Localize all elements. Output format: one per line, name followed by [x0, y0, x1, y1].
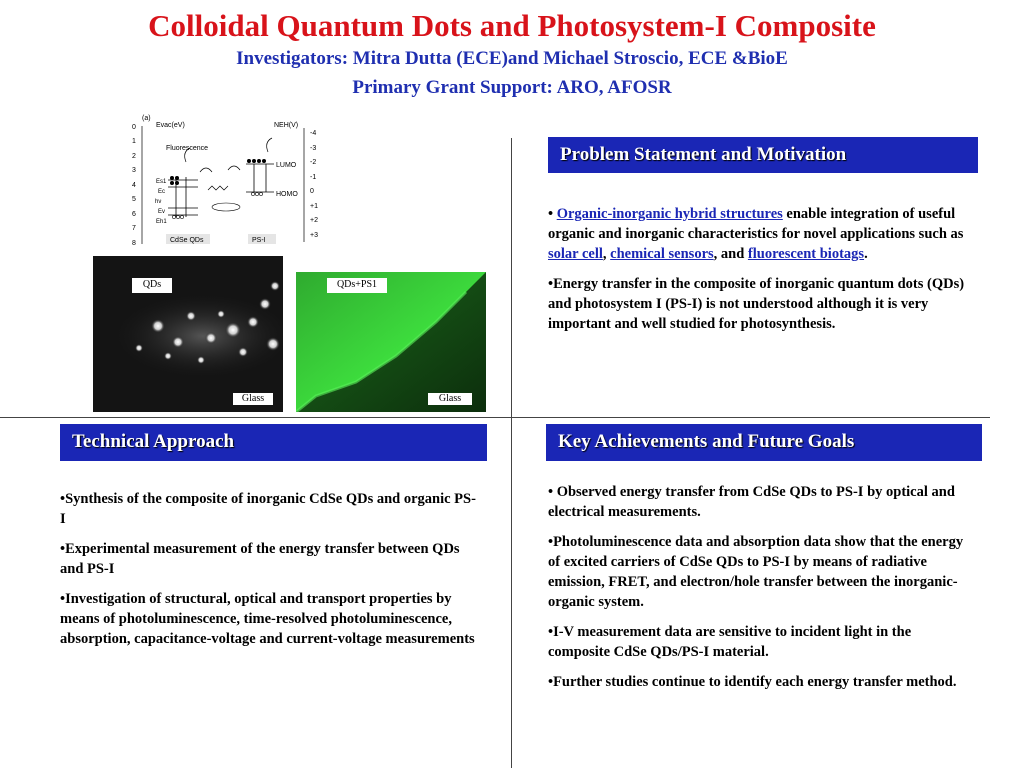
- left-tick: 4: [132, 182, 136, 189]
- solar-cell-link[interactable]: solar cell: [548, 246, 603, 262]
- right-tick: -2: [310, 159, 317, 166]
- technical-item: •Experimental measurement of the energy transfer between QDs and PS-I: [60, 541, 460, 577]
- right-tick: -1: [310, 174, 317, 181]
- problem-text: [548, 204, 973, 344]
- left-tick: 2: [132, 153, 136, 160]
- problem-paragraph-2: •Energy transfer in the composite of inorganic quantum dots (QDs) and photosystem I (PS-I) is not understood although it is very important and well studied for photosynthesis.: [548, 276, 965, 332]
- qds-ps1-micrograph: [296, 272, 486, 412]
- qds-glass-label: Glass: [233, 393, 273, 405]
- right-tick: -4: [310, 130, 317, 137]
- achievements-header: Key Achievements and Future Goals: [546, 424, 982, 461]
- left-tick: 8: [132, 240, 136, 247]
- right-tick: -3: [310, 145, 317, 152]
- energy-level-diagram: [128, 112, 338, 252]
- right-tick: +2: [310, 217, 318, 224]
- achievement-item: •I-V measurement data are sensitive to incident light in the composite CdSe QDs/PS-I material.: [548, 624, 912, 660]
- problem-paragraph-1: • Organic-inorganic hybrid structures enable integration of useful organic and inorganic characteristics for novel applications such as solar cell, chemical sensors, and fluorescent biotags.: [548, 206, 964, 262]
- right-tick: 0: [310, 188, 314, 195]
- ec-label: Ec: [158, 189, 166, 195]
- right-tick: +1: [310, 203, 318, 210]
- cdse-qds-label: CdSe QDs: [170, 237, 204, 244]
- investigators-line: Investigators: Mitra Dutta (ECE)and Michael Stroscio, ECE &BioE: [236, 48, 788, 69]
- lumo-label: LUMO: [276, 162, 297, 169]
- left-tick: 5: [132, 196, 136, 203]
- technical-header: Technical Approach: [60, 424, 487, 461]
- left-tick: 0: [132, 124, 136, 131]
- hybrid-structures-link[interactable]: Organic-inorganic hybrid structures: [556, 206, 783, 222]
- qds-micrograph: [93, 256, 283, 412]
- achievement-item: •Photoluminescence data and absorption data show that the energy of excited carriers of CdSe QDs to PS-I by means of radiative emission, FRET, and electron/hole transfer between the inorganic-organic system.: [548, 534, 964, 610]
- fluorescent-biotags-link[interactable]: fluorescent biotags: [747, 246, 865, 262]
- page-title: Colloidal Quantum Dots and Photosystem-I Composite: [148, 8, 876, 43]
- eh1-label: Eh1: [156, 219, 167, 225]
- achievements-text: [548, 482, 973, 702]
- qds-ps1-label: QDs+PS1: [327, 278, 387, 293]
- left-axis-title: Evac(eV): [156, 122, 185, 129]
- vertical-divider: [511, 138, 512, 768]
- right-tick: +3: [310, 232, 318, 239]
- left-tick: 6: [132, 211, 136, 218]
- technical-item: •Investigation of structural, optical and transport properties by means of photoluminescence, time-resolved photoluminescence, absorption, capacitance-voltage and current-voltage measurements: [60, 591, 475, 647]
- achievement-item: •Further studies continue to identify each energy transfer method.: [548, 674, 957, 690]
- homo-label: HOMO: [276, 191, 298, 198]
- right-axis-title: NEH(V): [274, 122, 299, 129]
- left-tick: 7: [132, 225, 136, 232]
- technical-item: •Synthesis of the composite of inorganic CdSe QDs and organic PS-I: [60, 491, 476, 527]
- left-tick: 1: [132, 138, 136, 145]
- qds-label: QDs: [132, 278, 172, 293]
- ps1-label: PS-I: [252, 237, 266, 244]
- es1-label: Es1: [156, 179, 167, 185]
- ev-label: Ev: [158, 209, 166, 215]
- left-tick: 3: [132, 167, 136, 174]
- chemical-sensors-link[interactable]: chemical sensors: [610, 246, 714, 262]
- qds-ps1-glass-label: Glass: [428, 393, 472, 405]
- technical-text: [60, 489, 480, 659]
- fluorescence-label: Fluorescence: [166, 145, 209, 152]
- achievement-item: • Observed energy transfer from CdSe QDs to PS-I by optical and electrical measurements.: [548, 484, 955, 520]
- hv-label: hν: [155, 199, 162, 205]
- grant-line: Primary Grant Support: ARO, AFOSR: [352, 77, 672, 98]
- problem-header: Problem Statement and Motivation: [548, 137, 978, 173]
- horizontal-divider: [0, 417, 990, 418]
- diagram-panel-label: (a): [142, 115, 151, 122]
